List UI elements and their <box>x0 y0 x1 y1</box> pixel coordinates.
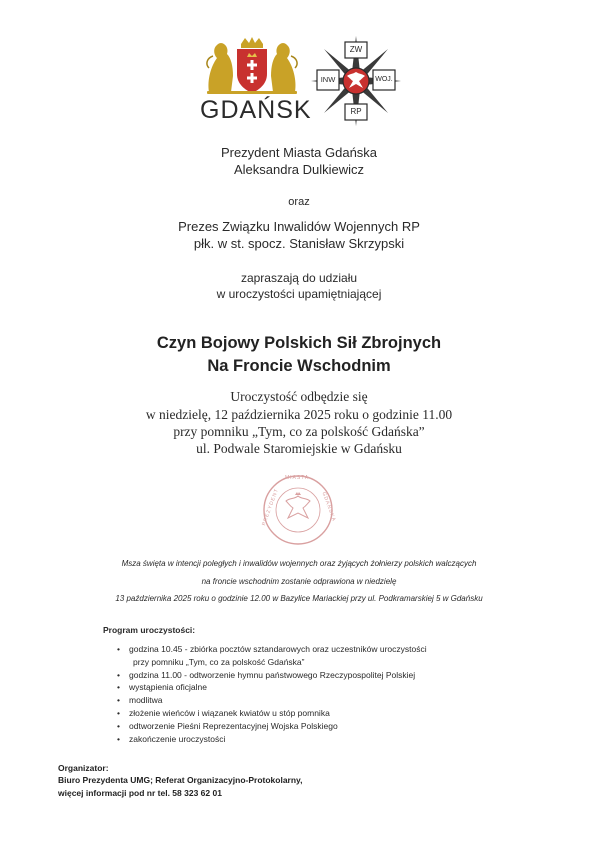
mass-line2: na froncie wschodnim zostanie odprawiona w niedzielę <box>201 577 397 586</box>
header-logos <box>0 0 598 140</box>
organizer-line1: Biuro Prezydenta UMG; Referat Organizacyjno-Protokolarny, <box>58 775 303 785</box>
invite-line1: zapraszają do udziału <box>240 271 358 285</box>
bullet-icon: • <box>117 669 120 680</box>
program-item-text-continued: przy pomniku „Tym, co za polskość Gdańska” <box>133 656 305 667</box>
program-item <box>114 681 494 694</box>
event-detail-line2: w niedzielę, 12 października 2025 roku o godzinie 11.00 <box>145 407 453 422</box>
president-stamp <box>255 474 341 546</box>
city-logo-text: GDAŃSK <box>200 96 312 124</box>
badge-right-label: WOJ. <box>375 76 393 83</box>
invite-line2: w uroczystości upamiętniającej <box>216 287 382 301</box>
program-item-text: godzina 11.00 - odtworzenie hymnu państwowego Rzeczypospolitej Polskiej <box>129 669 416 680</box>
stamp-text-left: PREZYDENT <box>261 487 281 527</box>
program-list <box>114 643 494 745</box>
host1-line1: Prezydent Miasta Gdańska <box>220 145 378 160</box>
badge-bottom-label: RP <box>350 107 362 116</box>
bullet-icon: • <box>117 644 120 654</box>
event-detail-line4: ul. Podwale Staromiejskie w Gdańsku <box>196 441 402 456</box>
event-title-line1: Czyn Bojowy Polskich Sił Zbrojnych <box>156 334 442 352</box>
badge-left-label: INW <box>320 75 336 84</box>
program-item <box>114 707 494 720</box>
program-item-text: zakończenie uroczystości <box>129 733 226 744</box>
host1-line2: Aleksandra Dulkiewicz <box>233 162 365 177</box>
program-item <box>114 733 494 746</box>
program-item-text: złożenie wieńców i wiązanek kwiatów u stóp pomnika <box>129 707 330 718</box>
gdansk-coat-of-arms-icon <box>203 36 301 96</box>
program-item <box>114 694 494 707</box>
mass-line1: Msza święta w intencji poległych i inwalidów wojennych oraz żyjących żołnierzy polskich walczących <box>121 559 477 568</box>
program-item-text: wystąpienia oficjalne <box>129 682 207 693</box>
organizer-label: Organizator: <box>58 763 109 773</box>
event-title-line2: Na Froncie Wschodnim <box>207 357 391 375</box>
program-item-text: odtworzenie Pieśni Reprezentacyjnej Wojska Polskiego <box>129 720 338 731</box>
program-heading: Program uroczystości: <box>103 625 196 635</box>
program-item-text: modlitwa <box>129 695 163 706</box>
program-item <box>114 669 494 682</box>
bullet-icon: • <box>117 682 120 693</box>
host2-line2: płk. w st. spocz. Stanisław Skrzypski <box>193 236 405 251</box>
mass-line3: 13 października 2025 roku o godzinie 12.00 w Bazylice Mariackiej przy ul. Podkramarskiej 5 w Gdańsku <box>115 594 483 603</box>
program-item <box>114 720 494 733</box>
bullet-icon: • <box>117 720 120 731</box>
badge-top-label: ZW <box>349 45 363 54</box>
host2-line1: Prezes Związku Inwalidów Wojennych RP <box>178 219 420 234</box>
stamp-text-right: GDAŃSKA <box>320 491 337 523</box>
bullet-icon: • <box>117 707 120 718</box>
bullet-icon: • <box>117 733 120 744</box>
event-detail-line1: Uroczystość odbędzie się <box>230 389 368 404</box>
ziw-rp-badge <box>311 36 401 126</box>
and-connector: oraz <box>288 196 310 208</box>
organizer-line2: więcej informacji pod nr tel. 58 323 62 01 <box>58 788 222 798</box>
program-item-text: godzina 10.45 - zbiórka pocztów sztandarowych oraz uczestników uroczystości <box>129 644 427 654</box>
stamp-text-top: MIASTA <box>285 475 310 481</box>
bullet-icon: • <box>117 695 120 706</box>
event-detail-line3: przy pomniku „Tym, co za polskość Gdańska” <box>173 424 425 439</box>
program-item <box>114 643 494 669</box>
